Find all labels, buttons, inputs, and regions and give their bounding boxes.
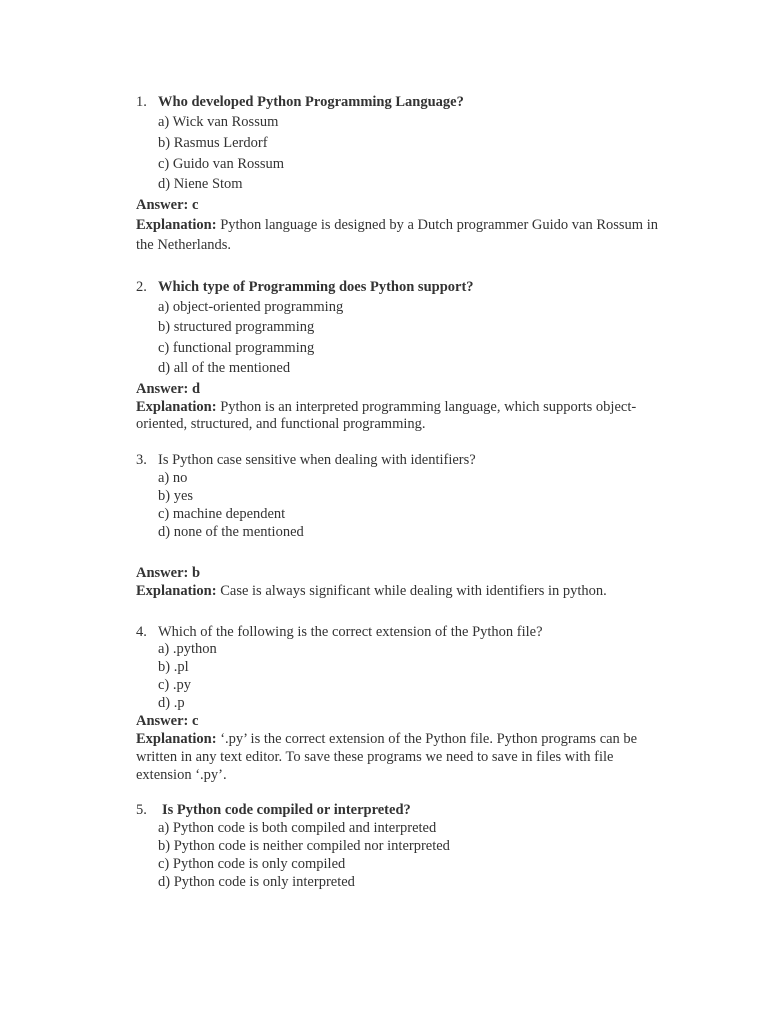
- question-1-answer: [136, 196, 198, 214]
- answer-label: Answer:: [136, 565, 189, 581]
- question-3-number: 3.: [136, 452, 147, 468]
- answer-value: c: [191, 713, 199, 729]
- question-2-number: 2.: [136, 279, 147, 295]
- question-2-explanation-line-2: oriented, structured, and functional programming.: [136, 416, 426, 432]
- explanation-label: Explanation:: [136, 731, 217, 747]
- question-2-option-a: a) object-oriented programming: [158, 299, 344, 315]
- answer-value: d: [191, 381, 201, 397]
- question-1-number: 1.: [136, 94, 147, 110]
- question-1-text: Who developed Python Programming Language?: [158, 94, 464, 110]
- question-4-option-b: b) .pl: [158, 659, 189, 675]
- question-4-explanation-line-2: written in any text editor. To save these programs we need to save in files with file: [136, 749, 614, 765]
- question-3-explanation-line-1: [136, 582, 607, 600]
- question-4-option-c: c) .py: [158, 677, 192, 693]
- question-5-option-d: d) Python code is only interpreted: [158, 874, 355, 890]
- question-3-answer: [136, 564, 200, 582]
- question-5-text: Is Python code compiled or interpreted?: [162, 802, 411, 818]
- explanation-text: Python language is designed by a Dutch programmer Guido van Rossum in: [220, 217, 658, 233]
- answer-label: Answer:: [136, 381, 189, 397]
- explanation-label: Explanation:: [136, 217, 217, 233]
- question-4-explanation-line-1: [136, 730, 637, 748]
- explanation-text: ‘.py’ is the correct extension of the Python file. Python programs can be: [220, 731, 638, 747]
- question-1-explanation-line-2: the Netherlands.: [136, 237, 232, 253]
- question-3-option-b: b) yes: [158, 488, 194, 504]
- question-3-text: Is Python case sensitive when dealing with identifiers?: [158, 452, 476, 468]
- answer-label: Answer:: [136, 197, 189, 213]
- question-4-option-d: d) .p: [158, 695, 185, 711]
- question-4-explanation-line-3: extension ‘.py’.: [136, 767, 227, 783]
- question-3-option-a: a) no: [158, 470, 188, 486]
- question-2-option-c: c) functional programming: [158, 340, 315, 356]
- answer-value: c: [191, 197, 199, 213]
- question-2-option-b: b) structured programming: [158, 319, 315, 335]
- question-5-number: 5.: [136, 802, 147, 818]
- explanation-text: Case is always significant while dealing with identifiers in python.: [220, 583, 607, 599]
- question-1-option-b: b) Rasmus Lerdorf: [158, 135, 268, 151]
- question-1-option-d: d) Niene Stom: [158, 176, 243, 192]
- question-1-option-c: c) Guido van Rossum: [158, 156, 285, 172]
- explanation-text: Python is an interpreted programming language, which supports object-: [220, 399, 637, 415]
- explanation-label: Explanation:: [136, 399, 217, 415]
- question-4-number: 4.: [136, 624, 147, 640]
- question-5-option-b: b) Python code is neither compiled nor interpreted: [158, 838, 450, 854]
- answer-label: Answer:: [136, 713, 189, 729]
- question-2-explanation-line-1: [136, 398, 636, 416]
- question-2-option-d: d) all of the mentioned: [158, 360, 291, 376]
- explanation-label: Explanation:: [136, 583, 217, 599]
- answer-value: b: [191, 565, 201, 581]
- question-1-option-a: a) Wick van Rossum: [158, 114, 279, 130]
- question-3-option-c: c) machine dependent: [158, 506, 286, 522]
- question-3-option-d: d) none of the mentioned: [158, 524, 304, 540]
- question-2-text: Which type of Programming does Python support?: [158, 279, 474, 295]
- question-5-option-c: c) Python code is only compiled: [158, 856, 346, 872]
- question-2-answer: [136, 380, 200, 398]
- question-1-explanation-line-1: [136, 216, 658, 234]
- question-4-text: Which of the following is the correct extension of the Python file?: [158, 624, 543, 640]
- question-5-option-a: a) Python code is both compiled and interpreted: [158, 820, 437, 836]
- question-4-answer: [136, 712, 198, 730]
- question-4-option-a: a) .python: [158, 641, 217, 657]
